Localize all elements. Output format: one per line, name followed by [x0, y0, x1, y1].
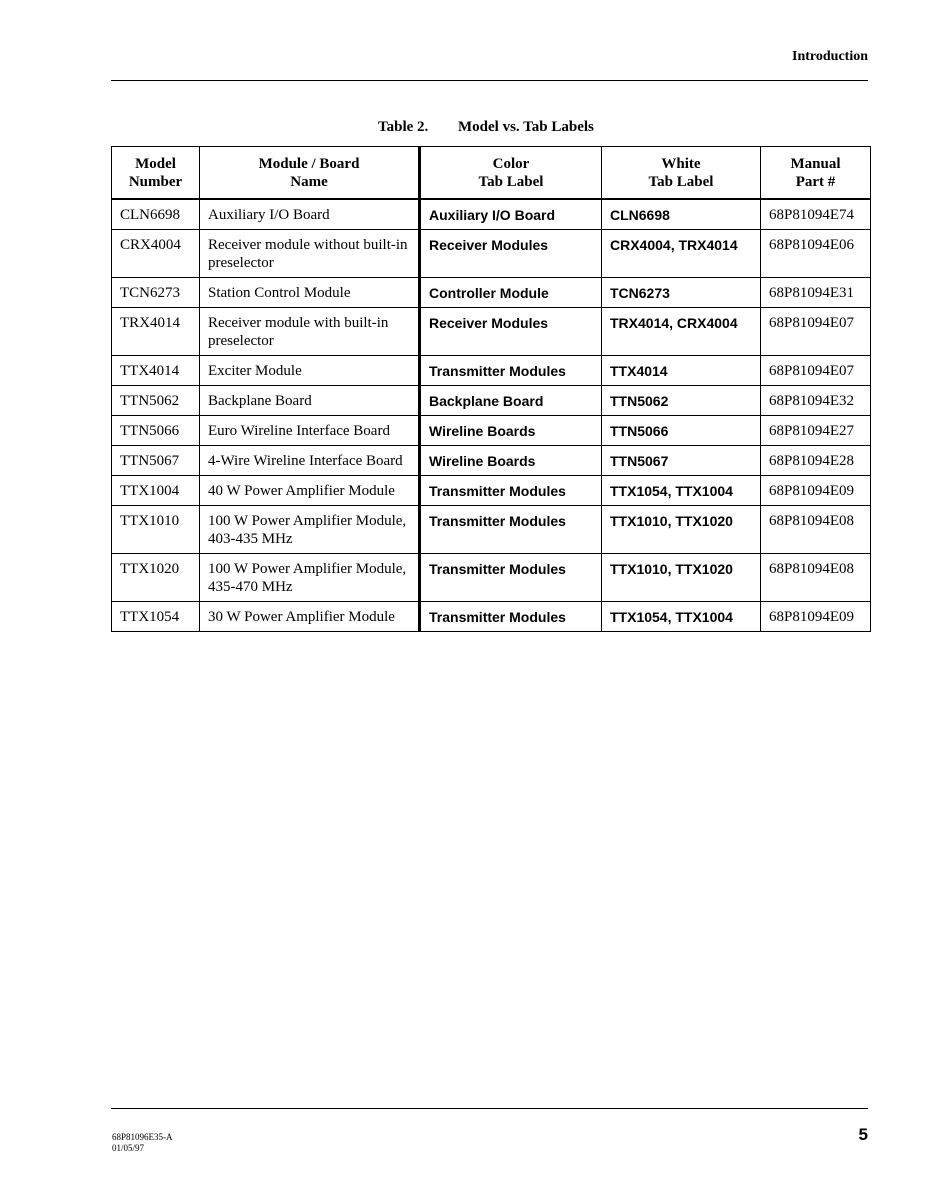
cell-white-tab-label: TRX4014, CRX4004 — [602, 308, 761, 356]
cell-color-tab-label: Auxiliary I/O Board — [420, 199, 602, 230]
cell-white-tab-label: TTX4014 — [602, 356, 761, 386]
table-row — [112, 446, 871, 476]
cell-color-tab-label: Transmitter Modules — [420, 356, 602, 386]
cell-white-tab-label: TCN6273 — [602, 278, 761, 308]
table-row — [112, 416, 871, 446]
column-header-color-tab-label: Color Tab Label — [420, 147, 602, 200]
cell-module-name: Auxiliary I/O Board — [200, 199, 420, 230]
cell-module-name: Station Control Module — [200, 278, 420, 308]
cell-manual-part: 68P81094E09 — [761, 476, 871, 506]
table-row — [112, 356, 871, 386]
cell-model-number: TCN6273 — [112, 278, 200, 308]
page-number: 5 — [858, 1125, 868, 1144]
section-title: Introduction — [792, 49, 868, 64]
table-row — [112, 602, 871, 632]
cell-manual-part: 68P81094E08 — [761, 554, 871, 602]
cell-module-name: 100 W Power Amplifier Module, 435-470 MHz — [200, 554, 420, 602]
table-row — [112, 386, 871, 416]
cell-manual-part: 68P81094E06 — [761, 230, 871, 278]
cell-white-tab-label: CLN6698 — [602, 199, 761, 230]
cell-model-number: TTN5062 — [112, 386, 200, 416]
cell-manual-part: 68P81094E27 — [761, 416, 871, 446]
column-header-module-name: Module / Board Name — [200, 147, 420, 200]
cell-module-name: Receiver module without built-in preselector — [200, 230, 420, 278]
table-caption-title: Model vs. Tab Labels — [458, 119, 594, 135]
cell-color-tab-label: Wireline Boards — [420, 446, 602, 476]
table-row — [112, 199, 871, 230]
table-header-row — [112, 147, 871, 200]
cell-white-tab-label: TTN5067 — [602, 446, 761, 476]
cell-module-name: 100 W Power Amplifier Module, 403-435 MHz — [200, 506, 420, 554]
cell-module-name: 40 W Power Amplifier Module — [200, 476, 420, 506]
cell-white-tab-label: TTX1054, TTX1004 — [602, 602, 761, 632]
document-date: 01/05/97 — [112, 1143, 145, 1153]
column-header-white-tab-label: White Tab Label — [602, 147, 761, 200]
table-row — [112, 230, 871, 278]
cell-white-tab-label: CRX4004, TRX4014 — [602, 230, 761, 278]
cell-white-tab-label: TTX1010, TTX1020 — [602, 506, 761, 554]
footer-rule — [111, 1108, 868, 1109]
document-number: 68P81096E35-A — [112, 1132, 173, 1142]
model-tab-labels-table — [111, 146, 871, 632]
table-row — [112, 506, 871, 554]
cell-manual-part: 68P81094E32 — [761, 386, 871, 416]
cell-color-tab-label: Wireline Boards — [420, 416, 602, 446]
cell-model-number: TRX4014 — [112, 308, 200, 356]
column-header-model-number: Model Number — [112, 147, 200, 200]
cell-module-name: 30 W Power Amplifier Module — [200, 602, 420, 632]
cell-model-number: TTX1054 — [112, 602, 200, 632]
cell-color-tab-label: Controller Module — [420, 278, 602, 308]
cell-white-tab-label: TTX1010, TTX1020 — [602, 554, 761, 602]
cell-color-tab-label: Receiver Modules — [420, 230, 602, 278]
cell-color-tab-label: Receiver Modules — [420, 308, 602, 356]
cell-module-name: 4-Wire Wireline Interface Board — [200, 446, 420, 476]
column-header-manual-part: Manual Part # — [761, 147, 871, 200]
table-row — [112, 308, 871, 356]
document-info — [112, 1132, 173, 1154]
cell-manual-part: 68P81094E31 — [761, 278, 871, 308]
cell-white-tab-label: TTN5066 — [602, 416, 761, 446]
cell-module-name: Exciter Module — [200, 356, 420, 386]
cell-color-tab-label: Transmitter Modules — [420, 476, 602, 506]
cell-manual-part: 68P81094E07 — [761, 308, 871, 356]
cell-model-number: TTX1010 — [112, 506, 200, 554]
cell-model-number: TTX1020 — [112, 554, 200, 602]
cell-module-name: Backplane Board — [200, 386, 420, 416]
cell-manual-part: 68P81094E28 — [761, 446, 871, 476]
cell-manual-part: 68P81094E07 — [761, 356, 871, 386]
cell-module-name: Euro Wireline Interface Board — [200, 416, 420, 446]
table-caption-number: Table 2. — [378, 119, 429, 135]
cell-color-tab-label: Transmitter Modules — [420, 602, 602, 632]
cell-model-number: TTN5066 — [112, 416, 200, 446]
header-rule — [111, 80, 868, 81]
table-row — [112, 554, 871, 602]
cell-model-number: CRX4004 — [112, 230, 200, 278]
cell-model-number: TTX1004 — [112, 476, 200, 506]
table-caption — [378, 119, 594, 136]
cell-color-tab-label: Transmitter Modules — [420, 506, 602, 554]
cell-module-name: Receiver module with built-in preselector — [200, 308, 420, 356]
cell-manual-part: 68P81094E09 — [761, 602, 871, 632]
cell-model-number: TTN5067 — [112, 446, 200, 476]
cell-manual-part: 68P81094E08 — [761, 506, 871, 554]
cell-manual-part: 68P81094E74 — [761, 199, 871, 230]
cell-model-number: CLN6698 — [112, 199, 200, 230]
cell-white-tab-label: TTN5062 — [602, 386, 761, 416]
cell-white-tab-label: TTX1054, TTX1004 — [602, 476, 761, 506]
cell-color-tab-label: Backplane Board — [420, 386, 602, 416]
cell-model-number: TTX4014 — [112, 356, 200, 386]
table-row — [112, 278, 871, 308]
table-row — [112, 476, 871, 506]
cell-color-tab-label: Transmitter Modules — [420, 554, 602, 602]
